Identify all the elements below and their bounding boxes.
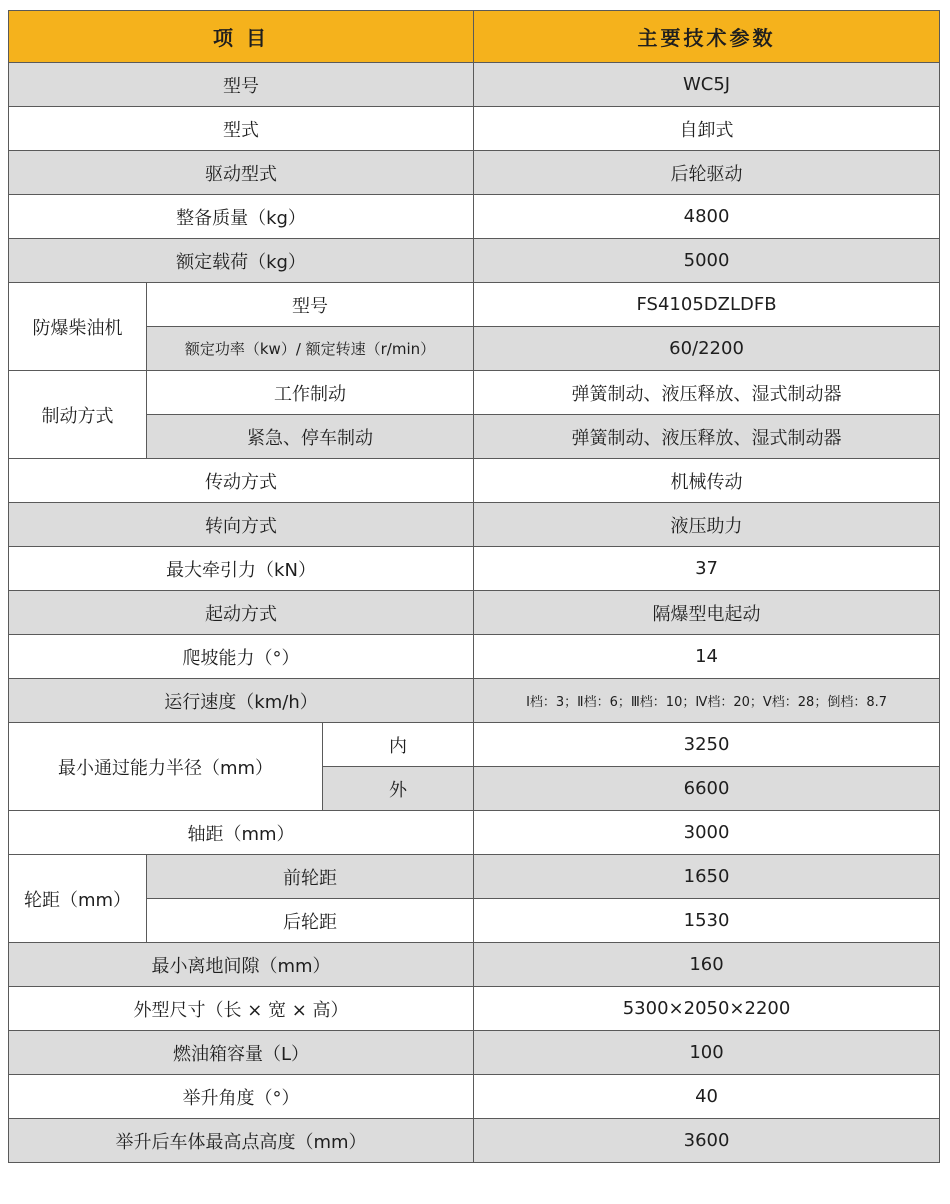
table-row [9,855,940,899]
row-label: 举升角度（°） [9,1075,474,1119]
row-label: 轴距（mm） [9,811,474,855]
row-value: 4800 [474,195,940,239]
group-label-engine: 防爆柴油机 [9,283,147,371]
row-label: 额定功率（kw）/ 额定转速（r/min） [147,327,474,371]
table-row [9,635,940,679]
table-row [9,679,940,723]
row-value: 100 [474,1031,940,1075]
table-row [9,723,940,767]
row-label: 外型尺寸（长 × 宽 × 高） [9,987,474,1031]
row-value: 3600 [474,1119,940,1163]
row-value: 3250 [474,723,940,767]
row-value: 弹簧制动、液压释放、湿式制动器 [474,415,940,459]
spec-table [8,10,940,1163]
row-label: 后轮距 [147,899,474,943]
row-value: Ⅰ档：3；Ⅱ档：6；Ⅲ档：10；Ⅳ档：20；Ⅴ档：28；倒档：8.7 [474,679,940,723]
table-row [9,943,940,987]
row-value: 5000 [474,239,940,283]
row-label: 型式 [9,107,474,151]
table-header [9,11,940,63]
table-row [9,899,940,943]
row-value: 5300×2050×2200 [474,987,940,1031]
row-value: 隔爆型电起动 [474,591,940,635]
row-label: 内 [323,723,474,767]
row-label: 运行速度（km/h） [9,679,474,723]
row-value: 液压助力 [474,503,940,547]
table-row [9,1119,940,1163]
row-label: 整备质量（kg） [9,195,474,239]
header-item: 项 目 [9,11,474,63]
table-row [9,107,940,151]
row-value: 机械传动 [474,459,940,503]
group-label-braking: 制动方式 [9,371,147,459]
row-value: 60/2200 [474,327,940,371]
row-value: 6600 [474,767,940,811]
table-row [9,547,940,591]
row-value: 3000 [474,811,940,855]
row-label: 型号 [147,283,474,327]
row-value: WC5J [474,63,940,107]
row-label: 前轮距 [147,855,474,899]
group-label-track: 轮距（mm） [9,855,147,943]
row-value: FS4105DZLDFB [474,283,940,327]
table-row [9,239,940,283]
row-value: 37 [474,547,940,591]
row-value: 1530 [474,899,940,943]
row-value: 1650 [474,855,940,899]
table-row [9,195,940,239]
row-label: 外 [323,767,474,811]
table-row [9,987,940,1031]
table-row [9,283,940,327]
table-row [9,371,940,415]
table-row [9,1031,940,1075]
row-value: 自卸式 [474,107,940,151]
row-value: 后轮驱动 [474,151,940,195]
row-label: 举升后车体最高点高度（mm） [9,1119,474,1163]
row-value: 弹簧制动、液压释放、湿式制动器 [474,371,940,415]
row-label: 最大牵引力（kN） [9,547,474,591]
header-param: 主要技术参数 [474,11,940,63]
table-row [9,151,940,195]
table-row [9,503,940,547]
row-label: 额定载荷（kg） [9,239,474,283]
row-label: 驱动型式 [9,151,474,195]
row-label: 转向方式 [9,503,474,547]
row-value: 160 [474,943,940,987]
row-label: 起动方式 [9,591,474,635]
row-label: 工作制动 [147,371,474,415]
row-label: 最小离地间隙（mm） [9,943,474,987]
row-label: 爬坡能力（°） [9,635,474,679]
row-label: 传动方式 [9,459,474,503]
row-value: 14 [474,635,940,679]
group-label-turning: 最小通过能力半径（mm） [9,723,323,811]
table-row [9,415,940,459]
row-label: 紧急、停车制动 [147,415,474,459]
row-label: 型号 [9,63,474,107]
table-row [9,327,940,371]
row-label: 燃油箱容量（L） [9,1031,474,1075]
row-value: 40 [474,1075,940,1119]
table-row [9,591,940,635]
table-row [9,811,940,855]
table-row [9,63,940,107]
table-row [9,1075,940,1119]
table-row [9,459,940,503]
